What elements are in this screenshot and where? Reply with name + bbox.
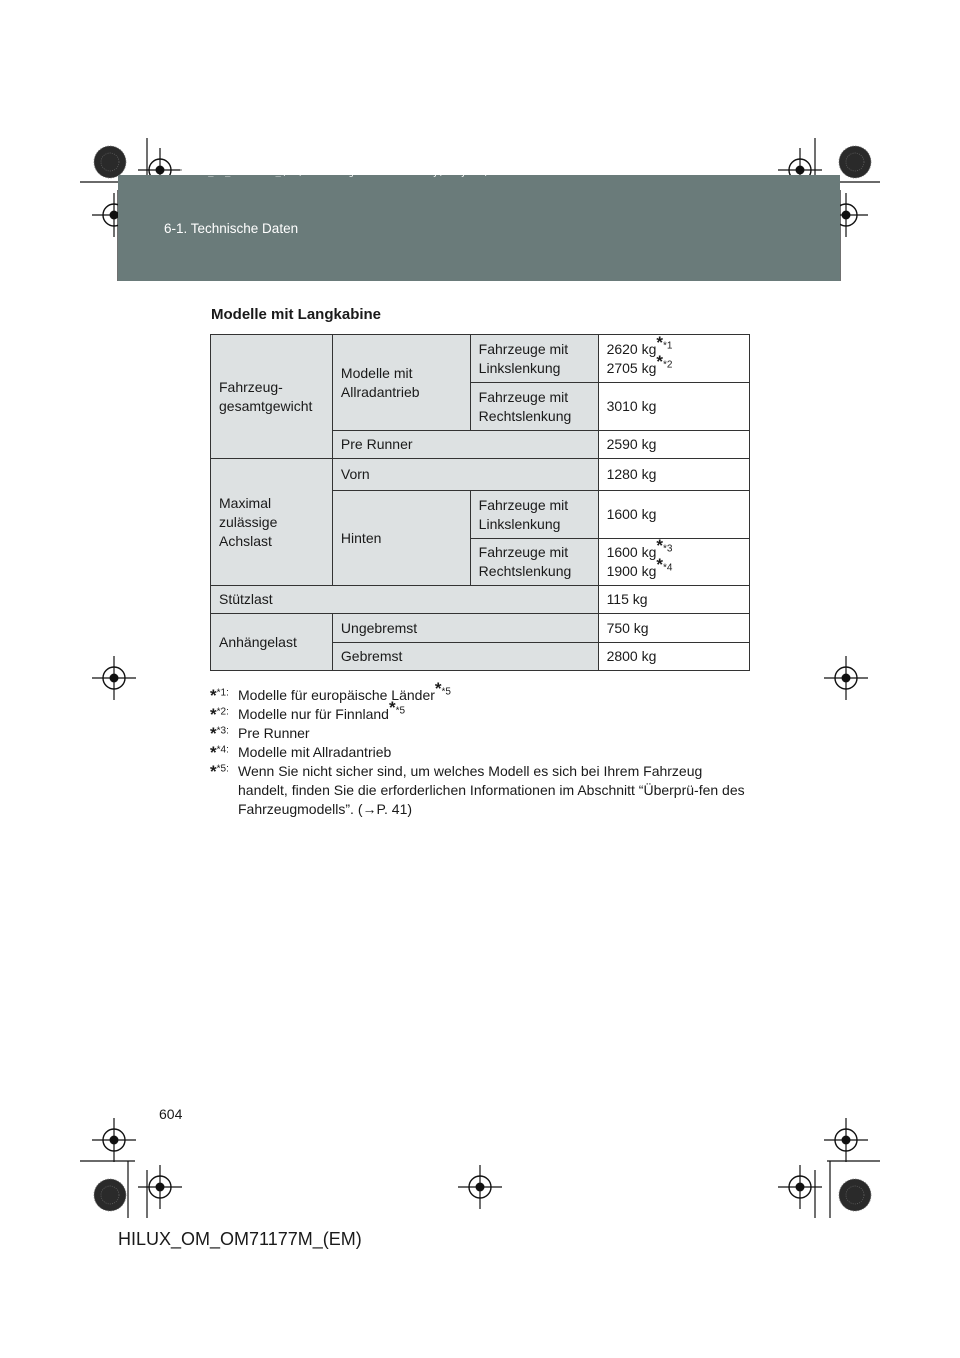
ungebremst-value: 750 kg — [598, 614, 749, 643]
table-row — [211, 459, 750, 491]
document-code: HILUX_OM_OM71177M_(EM) — [118, 1229, 362, 1249]
rechtslenkung-label: Fahrzeuge mit Rechtslenkung — [470, 383, 598, 431]
hinten-links-value: 1600 kg — [598, 491, 749, 539]
prerunner-label: Pre Runner — [332, 431, 598, 459]
table-row — [211, 586, 750, 614]
linkslenkung-label: Fahrzeuge mit Linkslenkung — [470, 491, 598, 539]
linkslenkung-label: Fahrzeuge mit Linkslenkung — [470, 335, 598, 383]
list-item: *$^{*1:}$ Modelle für europäische Länder$^{**5}$ — [210, 679, 451, 705]
allrad-label: Modelle mit Allradantrieb — [332, 335, 470, 431]
gesamtgewicht-links-value: 2620 $kg^{**1}$ 2705 $kg^{**2}$ — [598, 335, 749, 383]
section-header — [118, 175, 840, 281]
footnotes — [210, 679, 755, 819]
list-item: *$^{*2:}$ Modelle nur für Finnland$^{**5}$ — [210, 698, 406, 724]
table-row — [211, 614, 750, 643]
gebremst-value: 2800 kg — [598, 643, 749, 671]
prerunner-value: 2590 kg — [598, 431, 749, 459]
table-row — [211, 335, 750, 383]
ungebremst-label: Ungebremst — [332, 614, 598, 643]
gesamtgewicht-rechts-value: 3010 kg — [598, 383, 749, 431]
stuetzlast-label: Stützlast — [211, 586, 599, 614]
gesamtgewicht-label: Fahrzeug- gesamtgewicht — [211, 335, 333, 459]
vorn-value: 1280 kg — [598, 459, 749, 491]
list-item: *$^{*5:}$ Wenn Sie nicht sicher sind, um welches Modell es sich bei Ihrem Fahrzeug handelt, finden Sie die erforderlichen Informationen im Abschnitt “Überprü-fen des Fahrzeugmodells”. (→P. 41) — [210, 762, 745, 817]
book-info-line: HILUX_OM_OM71177M_(EM).book Page 604 Wednesday, May 16, 2012 1:28 PM — [180, 168, 563, 178]
table-title: Modelle mit Langkabine — [211, 306, 382, 323]
vorn-label: Vorn — [332, 459, 598, 491]
list-item: *$^{*3:}$ Pre Runner — [210, 724, 310, 743]
section-title: 6-1. Technische Daten — [164, 221, 299, 236]
hinten-label: Hinten — [332, 491, 470, 586]
gebremst-label: Gebremst — [332, 643, 598, 671]
list-item: *$^{*4:}$ Modelle mit Allradantrieb — [210, 743, 392, 762]
stuetzlast-value: 115 kg — [598, 586, 749, 614]
rechtslenkung-label: Fahrzeuge mit Rechtslenkung — [470, 539, 598, 586]
anhaengelast-label: Anhängelast — [211, 614, 333, 671]
spec-table — [210, 334, 750, 671]
hinten-rechts-value: 1600 $kg^{**3}$ 1900 $kg^{**4}$ — [598, 539, 749, 586]
achslast-label: Maximal zulässige Achslast — [211, 459, 333, 586]
page-number: 604 — [159, 1106, 183, 1122]
